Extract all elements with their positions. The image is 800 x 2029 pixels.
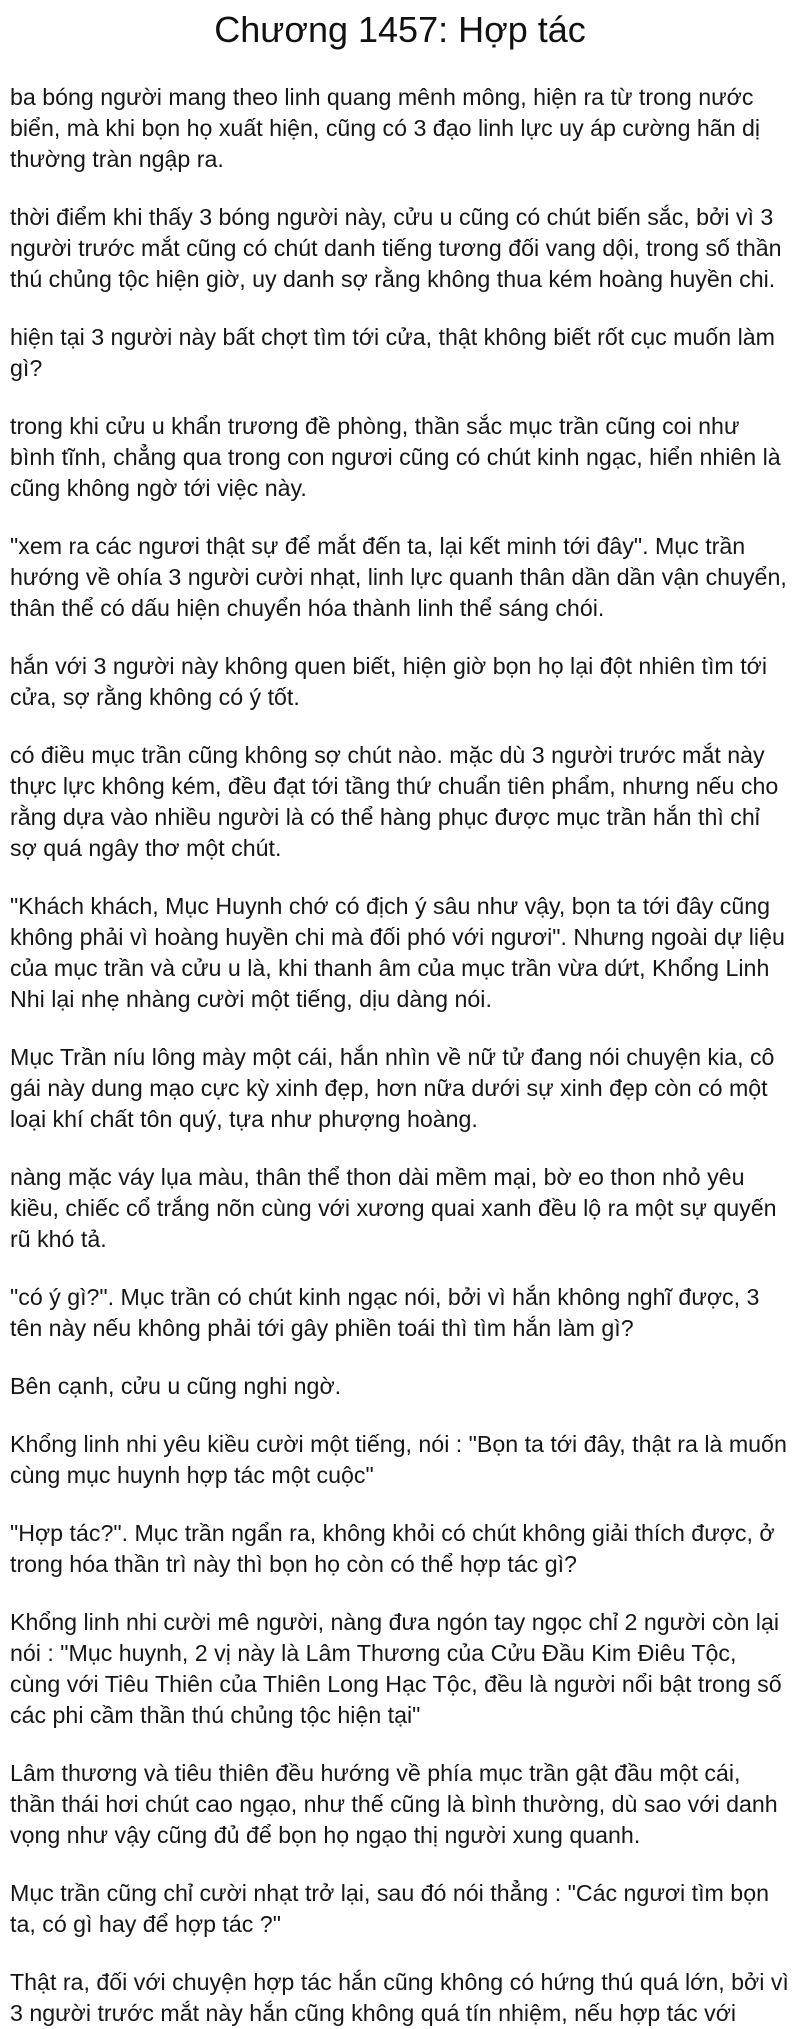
paragraph: nàng mặc váy lụa màu, thân thể thon dài mềm mại, bờ eo thon nhỏ yêu kiều, chiếc cổ trắng nõn cùng với xương quai xanh đều lộ ra một sự quyến rũ khó tả. (10, 1164, 777, 1252)
paragraph: ba bóng người mang theo linh quang mênh mông, hiện ra từ trong nước biển, mà khi bọn họ xuất hiện, cũng có 3 đạo linh lực uy áp cường hãn dị thường tràn ngập ra. (10, 84, 761, 172)
paragraph: Mục Trần níu lông mày một cái, hắn nhìn về nữ tử đang nói chuyện kia, cô gái này dung mạo cực kỳ xinh đẹp, hơn nữa dưới sự xinh đẹp còn có một loại khí chất tôn quý, tựa như phượng hoàng. (10, 1044, 775, 1132)
paragraph: "xem ra các ngươi thật sự để mắt đến ta, lại kết minh tới đây". Mục trần hướng về ohía 3 người cười nhạt, linh lực quanh thân dần dần vận chuyển, thân thể có dấu hiện chuyển hóa thành linh thể sáng chói. (10, 533, 787, 621)
paragraph: "Hợp tác?". Mục trần ngẩn ra, không khỏi có chút không giải thích được, ở trong hóa thần trì này thì bọn họ còn có thể hợp tác gì? (10, 1520, 775, 1577)
paragraph: hiện tại 3 người này bất chợt tìm tới cửa, thật không biết rốt cục muốn làm gì? (10, 324, 775, 381)
chapter-body (0, 64, 800, 2029)
paragraph: Khổng linh nhi cười mê người, nàng đưa ngón tay ngọc chỉ 2 người còn lại nói : "Mục huynh, 2 vị này là Lâm Thương của Cửu Đầu Kim Điêu Tộc, cùng với Tiêu Thiên của Thiên Long Hạc Tộc, đều là người nổi bật trong số các phi cầm thần thú chủng tộc hiện tại" (10, 1609, 782, 1728)
paragraph: Thật ra, đối với chuyện hợp tác hắn cũng không có hứng thú quá lớn, bởi vì 3 người trước mắt này hắn cũng không quá tín nhiệm, nếu hợp tác với (10, 1969, 789, 2026)
paragraph: thời điểm khi thấy 3 bóng người này, cửu u cũng có chút biến sắc, bởi vì 3 người trước mắt cũng có chút danh tiếng tương đối vang dội, trong số thần thú chủng tộc hiện giờ, uy danh sợ rằng không thua kém hoàng huyền chi. (10, 204, 782, 292)
paragraph: có điều mục trần cũng không sợ chút nào. mặc dù 3 người trước mắt này thực lực không kém, đều đạt tới tầng thứ chuẩn tiên phẩm, nhưng nếu cho rằng dựa vào nhiều người là có thể hàng phục được mục trần hắn thì chỉ sợ quá ngây thơ một chút. (10, 742, 779, 861)
paragraph: trong khi cửu u khẩn trương đề phòng, thần sắc mục trần cũng coi như bình tĩnh, chẳng qua trong con ngươi cũng có chút kinh ngạc, hiển nhiên là cũng không ngờ tới việc này. (10, 413, 781, 501)
paragraph: "Khách khách, Mục Huynh chớ có địch ý sâu như vậy, bọn ta tới đây cũng không phải vì hoàng huyền chi mà đối phó với ngươi". Nhưng ngoài dự liệu của mục trần và cửu u là, khi thanh âm của mục trần vừa dứt, Khổng Linh Nhi lại nhẹ nhàng cười một tiếng, dịu dàng nói. (10, 893, 785, 1012)
paragraph: Mục trần cũng chỉ cười nhạt trở lại, sau đó nói thẳng : "Các ngươi tìm bọn ta, có gì hay để hợp tác ?" (10, 1880, 769, 1937)
paragraph: Lâm thương và tiêu thiên đều hướng về phía mục trần gật đầu một cái, thần thái hơi chút cao ngạo, như thế cũng là bình thường, dù sao với danh vọng như vậy cũng đủ để bọn họ ngạo thị người xung quanh. (10, 1760, 778, 1848)
paragraph: "có ý gì?". Mục trần có chút kinh ngạc nói, bởi vì hắn không nghĩ được, 3 tên này nếu không phải tới gây phiền toái thì tìm hắn làm gì? (10, 1284, 760, 1341)
paragraph: hắn với 3 người này không quen biết, hiện giờ bọn họ lại đột nhiên tìm tới cửa, sợ rằng không có ý tốt. (10, 653, 767, 710)
paragraph: Bên cạnh, cửu u cũng nghi ngờ. (10, 1373, 342, 1399)
paragraph: Khổng linh nhi yêu kiều cười một tiếng, nói : "Bọn ta tới đây, thật ra là muốn cùng mục huynh hợp tác một cuộc" (10, 1431, 787, 1488)
chapter-title: Chương 1457: Hợp tác (214, 9, 586, 50)
